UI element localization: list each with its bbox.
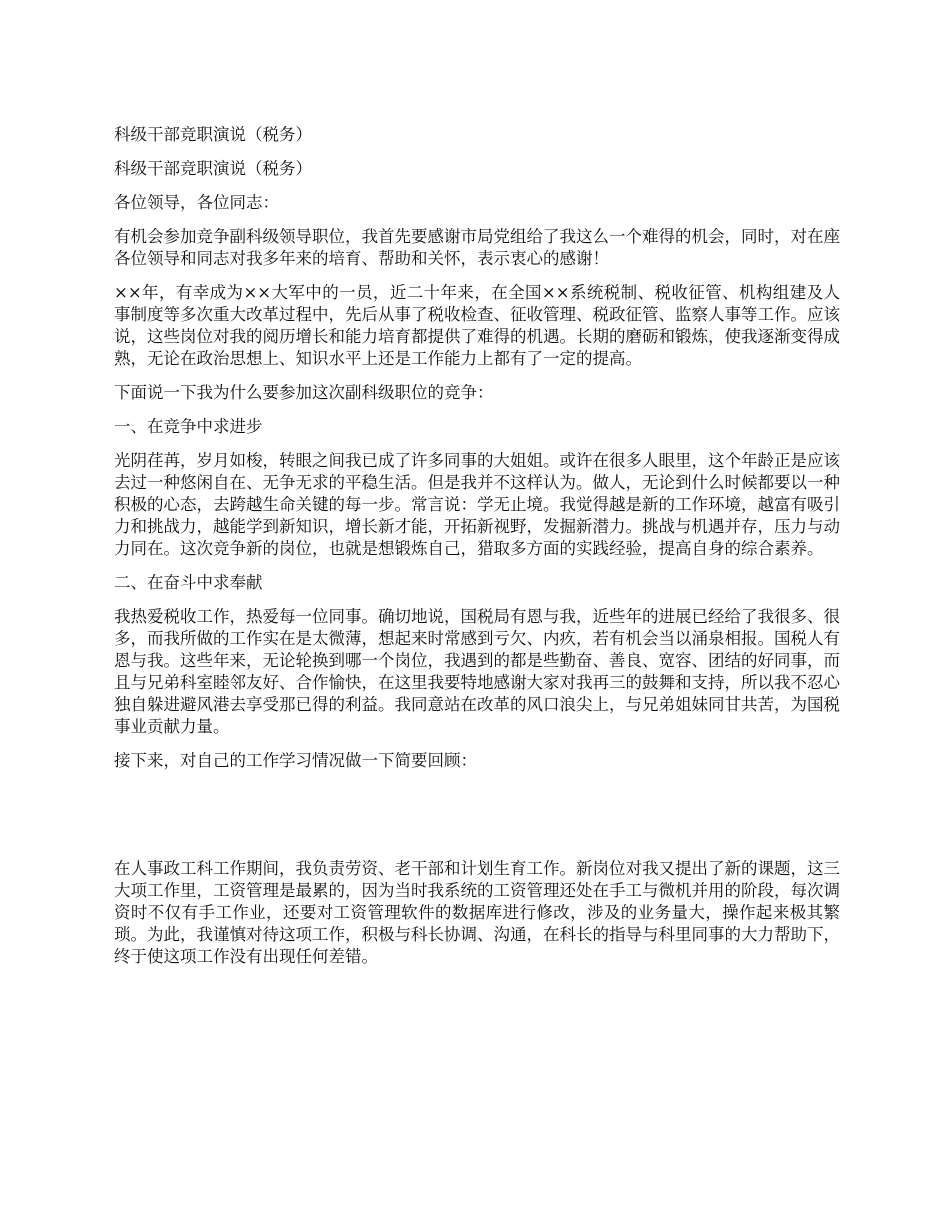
paragraph-thanks: 有机会参加竞争副科级领导职位，我首先要感谢市局党组给了我这么一个难得的机会，同时，对在座各位领导和同志对我多年来的培育、帮助和关怀，表示衷心的感谢！ [114, 227, 840, 268]
paragraph-background: ××年，有幸成为××大军中的一员，近二十年来，在全国××系统税制、税收征管、机构组建及人事制度等多次重大改革过程中，先后从事了税收检查、征收管理、税政征管、监察人事等工作。应该说，这些岗位对我的阅历增长和能力培育都提供了难得的机遇。长期的磨砺和锻炼，使我逐渐变得成熟，无论在政治思想上、知识水平上还是工作能力上都有了一定的提高。 [114, 283, 840, 368]
document-title: 科级干部竞职演说（税务） [114, 125, 312, 144]
paragraph-reason-intro: 下面说一下我为什么要参加这次副科级职位的竞争： [114, 383, 494, 402]
section-heading-progress: 一、在竞争中求进步 [114, 417, 263, 436]
paragraph-progress: 光阴荏苒，岁月如梭，转眼之间我已成了许多同事的大姐姐。或许在很多人眼里，这个年龄正是应该去过一种悠闲自在、无争无求的平稳生活。但是我并不这样认为。做人，无论到什么时候都要以一种积极的心态，去跨越生命关键的每一步。常言说：学无止境。我觉得越是新的工作环境，越富有吸引力和挑战力，越能学到新知识，增长新才能，开拓新视野，发掘新潜力。挑战与机遇并存，压力与动力同在。这次竞争新的岗位，也就是想锻炼自己，猎取多方面的实践经验，提高自身的综合素养。 [114, 451, 840, 558]
document-subtitle: 科级干部竞职演说（税务） [114, 159, 312, 178]
paragraph-dedication: 我热爱税收工作，热爱每一位同事。确切地说，国税局有恩与我，近些年的进展已经给了我很多、很多，而我所做的工作实在是太微薄，想起来时常感到亏欠、内疚，若有机会当以涌泉相报。国税人有恩与我。这些年来，无论轮换到哪一个岗位，我遇到的都是些勤奋、善良、宽容、团结的好同事，而且与兄弟科室睦邻友好、合作愉快，在这里我要特地感谢大家对我再三的鼓舞和支持，所以我不忍心独自躲进避风港去享受那已得的利益。我同意站在改革的风口浪尖上，与兄弟姐妹同甘共苦，为国税事业贡献力量。 [114, 607, 840, 736]
salutation: 各位领导，各位同志： [114, 193, 279, 212]
paragraph-personnel-work: 在人事政工科工作期间，我负责劳资、老干部和计划生育工作。新岗位对我又提出了新的课题，这三大项工作里，工资管理是最累的，因为当时我系统的工资管理还处在手工与微机并用的阶段，每次调资时不仅有手工作业，还要对工资管理软件的数据库进行修改，涉及的业务量大，操作起来极其繁琐。为此，我谨慎对待这项工作，积极与科长协调、沟通，在科长的指导与科里同事的大力帮助下，终于使这项工作没有出现任何差错。 [114, 859, 840, 966]
document-page [114, 124, 840, 980]
paragraph-review-intro: 接下来，对自己的工作学习情况做一下简要回顾： [114, 751, 477, 770]
blank-gap [114, 784, 840, 858]
section-heading-dedication: 二、在奋斗中求奉献 [114, 573, 263, 592]
